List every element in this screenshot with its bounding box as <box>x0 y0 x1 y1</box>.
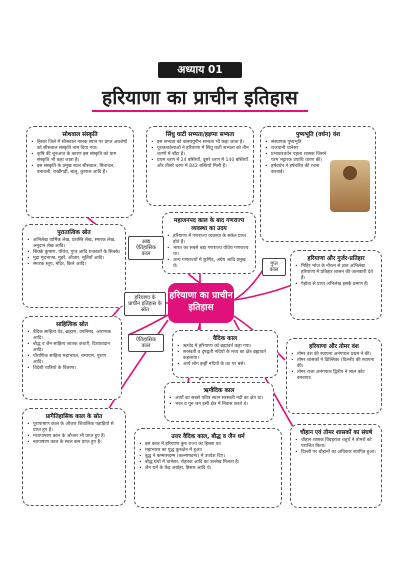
list-item: • स्मारक स्तूप, मंदिर, किले आदि। <box>27 262 121 268</box>
list-item: • सरस्वती व दृषद्वती नदियों के मध्य का क्षेत्र ब्रह्मावर्त कहलाया। <box>177 350 273 362</box>
list-item: • नवपाषाण काल के स्थल कम प्राप्त हुए हैं। <box>27 440 121 446</box>
list-item: • हरियाणा में गणराज्य व्यवस्था के संकेत प्राप्त होते हैं। <box>167 234 251 246</box>
list-item: • चौहान शासक विग्रहराज चतुर्थ ने तोमरों को पराजित किया। <box>295 438 377 450</box>
list-item: • पुरापाषाण काल के औजार शिवालिक पहाड़ियों से प्राप्त हुए हैं। <box>27 422 121 434</box>
label-sources: हरियाणा के प्राचीन इतिहास के स्रोत <box>124 292 166 316</box>
list-item: • महाभारत का युद्ध कुरुक्षेत्र में हुआ। <box>139 448 277 454</box>
prehistoric-sources-box <box>22 408 126 506</box>
list-item: • मिहिर भोज के नौरत्न से ज्ञात अभिलेख हरियाणा में प्रतिहार शासन की जानकारी देते हैं। <box>295 264 377 282</box>
list-item: • आर्यों का सबसे पवित्र स्थान सरस्वती नदी का क्षेत्र था। <box>169 396 269 402</box>
list-item: • तोमर राजा अनंगपाल द्वितीय ने लाल कोट बनवाया। <box>291 370 377 382</box>
vedic-period-box <box>172 330 278 378</box>
list-item: • इस संस्कृति के प्रमुख स्थल सीसवाल, मिताथल, बनावली, राखीगढ़ी, बालू, कुणाल आदि हैं। <box>31 164 129 176</box>
sothwal-culture-box <box>26 126 134 218</box>
label-prehistoric: आद्य ऐतिहासिक काल <box>128 236 164 260</box>
chauhan-title: चौहान एवं तोमर शासकों का संघर्ष <box>299 430 373 436</box>
list-item: • बुद्ध ने कम्मासदम्म (कल्माषदम्य) में उपदेश दिए। <box>139 454 277 460</box>
list-item: • बौद्ध व जैन साहित्य जातक कथाएँ, दिव्यावदान आदि। <box>27 342 117 354</box>
gurjara-title: हरियाणा और गुर्जर-प्रतिहार <box>307 256 365 262</box>
sindhu-title: सिंधु घाटी सभ्यता/हड़प्पा सभ्यता <box>165 132 235 138</box>
list-item: • ऋग्वेद में हरियाणा को ब्रह्मावर्त कहा गया। <box>177 344 273 350</box>
list-item: • हिसार जिले में सीसवाल नामक स्थान पर प्राप्त अवशेषों को सीसवाल संस्कृति नाम दिया गया। <box>31 140 129 152</box>
list-item: • पौराणिक साहित्य महाभारत, रामायण, पुराण आदि। <box>27 354 117 366</box>
gurjara-pratihara-box <box>290 250 382 320</box>
archaeological-sources-box <box>22 224 126 308</box>
pushyabhuti-title: पुष्यभूति (वर्धन) वंश <box>295 132 341 138</box>
list-item: • इस काल में हरियाणा कुरु राज्य का हिस्सा था। <box>139 442 277 448</box>
list-item: • पुरातत्ववेत्ताओं ने हरियाणा में सिंधु घाटी सभ्यता को तीन चरणों में बाँटा है। <box>151 146 249 158</box>
literary-sources-box <box>22 316 122 400</box>
vedic-title: वैदिक काल <box>212 336 238 342</box>
sindhu-valley-box <box>146 126 254 206</box>
list-item: • जैन धर्म के केंद्र अग्रोहा, हिसार आदि थे। <box>139 466 277 472</box>
list-item: • पेहोवा से प्राप्त अभिलेख इसके प्रमाण हैं। <box>295 282 377 288</box>
rigvedic-title: ऋग्वैदिक काल <box>203 388 235 394</box>
list-item: • मध्यपाषाण काल के औजार भी प्राप्त हुए हैं। <box>27 434 121 440</box>
chapter-tag: अध्याय 01 <box>158 62 242 78</box>
list-item: • बौद्ध ग्रंथों में थानेसर, रोहतक आदि का उल्लेख मिलता है। <box>139 460 277 466</box>
later-vedic-title: उत्तर वैदिक काल, बौद्ध व जैन धर्म <box>171 434 245 440</box>
list-item: • दिल्ली पर चौहानों का अधिकार स्थापित हुआ। <box>295 450 377 456</box>
mahajanapad-title: महाजनपद काल के बाद गणराज्य व्यवस्था का उदय <box>173 218 245 232</box>
prehistoric-title: प्रागैतिहासिक काल के स्रोत <box>45 414 103 420</box>
list-item: • अभिलेख धार्मिक लेख, प्रशस्ति लेख, स्मारक लेख, अनुदान लेख आदि। <box>27 238 121 250</box>
list-item: • अन्य गणराज्यों में कुणिंद, अग्रेय आदि प्रमुख थे। <box>167 258 251 270</box>
archaeological-title: पुरातात्विक स्रोत <box>57 230 91 236</box>
central-topic: हरियाणा का प्राचीन इतिहास <box>168 283 234 323</box>
list-item: • विदेशी यात्रियों के विवरण। <box>27 366 117 372</box>
tomar-dynasty-box <box>286 338 382 414</box>
tomar-title: हरियाणा और तोमर वंश <box>309 344 359 350</box>
list-item: • भरत व पुरु जन इसी क्षेत्र में निवास करते थे। <box>169 402 269 408</box>
list-item: • भारत का सबसे बड़ा गणराज्य यौधेय गणराज्य था। <box>167 246 251 258</box>
list-item: • मुद्रा मृदभाण्ड, मुहरें, औजार, मूर्तियाँ आदि। <box>27 256 121 262</box>
list-item: • सिक्के कुषाण, यौधेय, गुप्त आदि राजवंशों के सिक्के। <box>27 250 121 256</box>
list-item: • हर्षवर्धन ने हर्षचरित की रचना करवाई। <box>265 164 327 176</box>
list-item: • प्रभाकरवर्धन पहला शासक जिसने परम भट्टारक उपाधि धारण की। <box>265 152 327 164</box>
list-item: • तोमर वंश की स्थापना अनंगपाल प्रथम ने की। <box>291 352 377 358</box>
king-portrait-image <box>330 160 370 212</box>
label-gupta: गुप्त काल <box>262 258 286 276</box>
list-item: • तोमर शासकों ने ढिल्लिका (दिल्ली) की स्थापना की। <box>291 358 377 370</box>
literary-title: साहित्यिक स्रोत <box>56 322 88 328</box>
list-item: • राजधानी थानेसर <box>265 146 327 152</box>
list-item: • आर्य लोग इन्हीं नदियों के तट पर बसे। <box>177 362 273 368</box>
list-item: • प्रथम चरण में 24 बस्तियाँ, दूसरे चरण में 140 बस्तियाँ और तीसरे चरण में 842 बस्तियों मिली हैं। <box>151 158 249 170</box>
label-historic: ऐतिहासिक काल <box>128 334 164 352</box>
rigvedic-period-box <box>164 382 274 422</box>
chauhan-tomar-conflict-box <box>290 424 382 508</box>
later-vedic-box <box>134 428 282 508</box>
list-item: • वैदिक साहित्य वेद, ब्राह्मण, उपनिषद, आरण्यक आदि। <box>27 330 117 342</box>
list-item: • कृषि की शुरुआत के कारण इस संस्कृति को ग्राम संस्कृति भी कहा जाता है। <box>31 152 129 164</box>
page-title: हरियाणा का प्राचीन इतिहास <box>102 87 298 109</box>
list-item: • संस्थापक पुष्यभूति <box>265 140 327 146</box>
list-item: • इस सभ्यता को कांस्ययुगीन सभ्यता भी कहा जाता है। <box>151 140 249 146</box>
mahajanapad-box <box>162 212 256 274</box>
sothwal-title: सोथवाल संस्कृति <box>62 132 98 138</box>
